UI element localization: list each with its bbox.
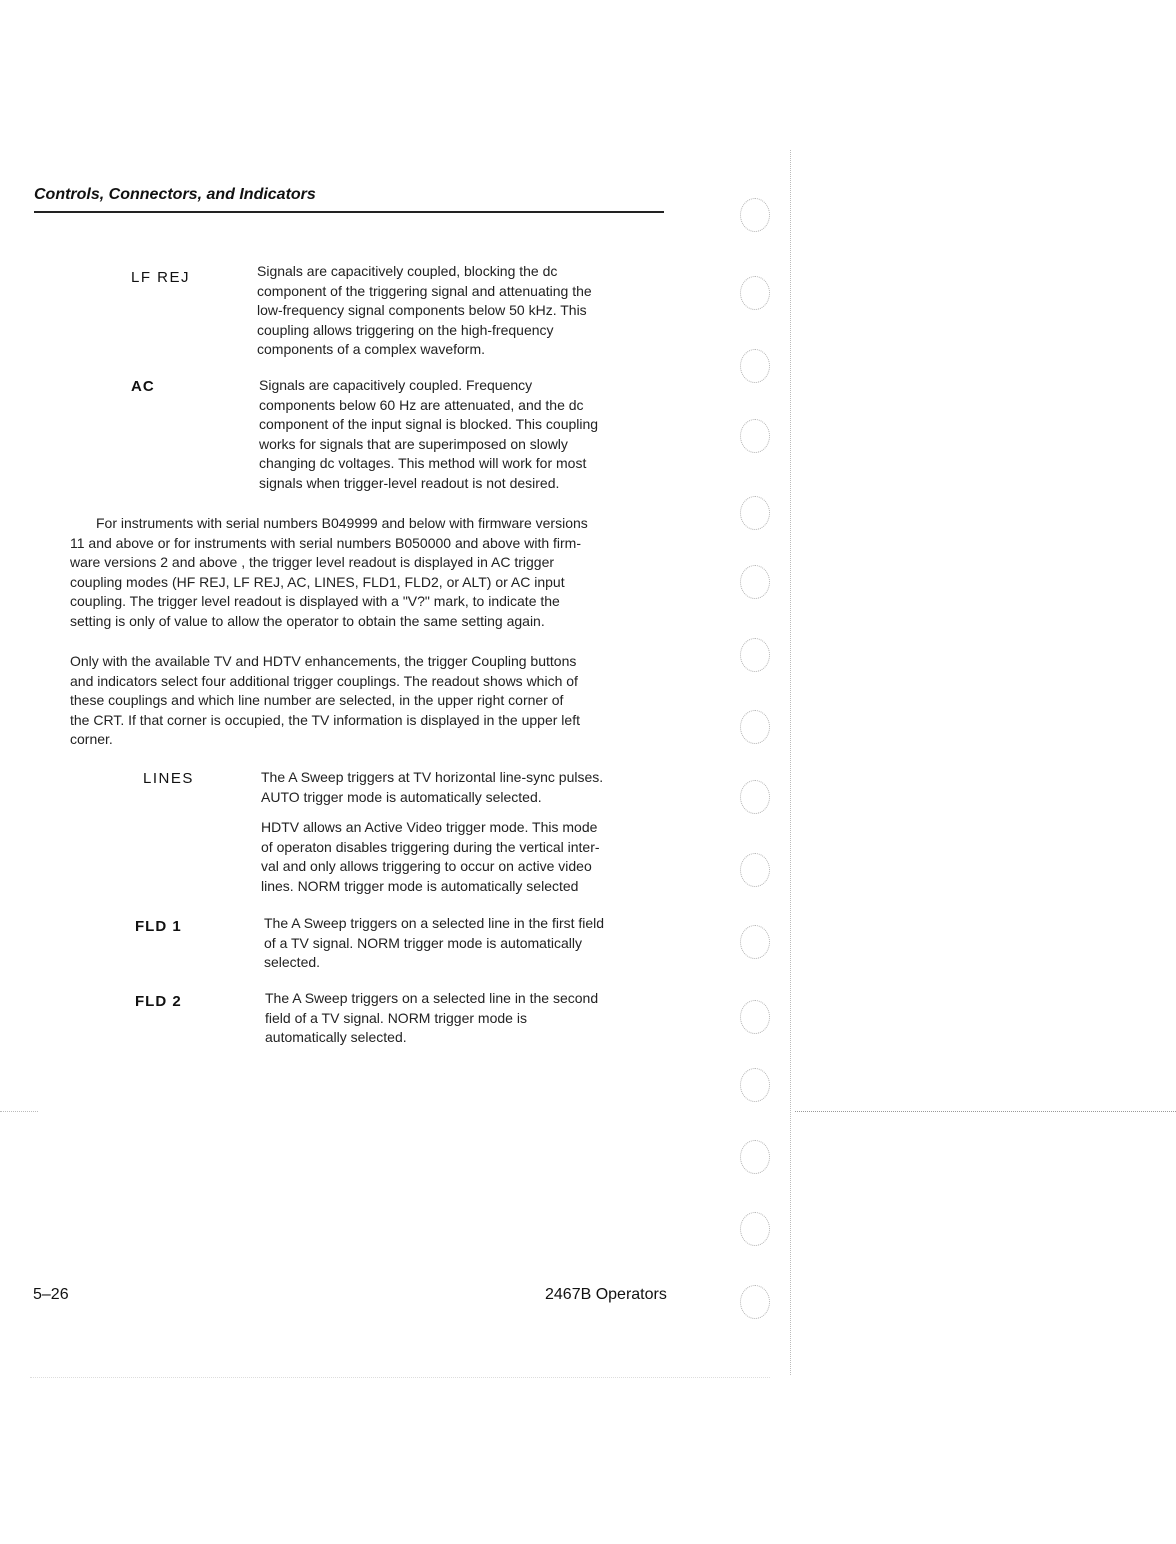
binder-hole bbox=[740, 925, 770, 959]
text-line: val and only allows triggering to occur on active video bbox=[261, 858, 592, 874]
binder-hole bbox=[740, 1068, 770, 1102]
binder-hole bbox=[740, 349, 770, 383]
scan-bottom-dots bbox=[30, 1377, 770, 1378]
binder-hole bbox=[740, 496, 770, 530]
text-line: The A Sweep triggers on a selected line in the second bbox=[265, 990, 599, 1006]
paragraph-tv-enhancements bbox=[70, 652, 660, 750]
text-line: 11 and above or for instruments with serial numbers B050000 and above with firm- bbox=[70, 534, 582, 551]
binder-hole bbox=[740, 276, 770, 310]
text-line: The A Sweep triggers at TV horizontal line-sync pulses. bbox=[261, 769, 604, 785]
text-line: changing dc voltages. This method will work for most bbox=[259, 455, 587, 471]
text-line: ware versions 2 and above , the trigger level readout is displayed in AC trigger bbox=[70, 554, 555, 571]
text-line: corner. bbox=[70, 731, 113, 748]
binder-hole bbox=[740, 1212, 770, 1246]
text-line: low-frequency signal components below 50 kHz. This bbox=[257, 302, 587, 318]
text-line: The A Sweep triggers on a selected line in the first field bbox=[264, 915, 605, 931]
text-line: Signals are capacitively coupled, blocking the dc bbox=[257, 263, 558, 279]
text-line: setting is only of value to allow the operator to obtain the same setting again. bbox=[70, 612, 545, 629]
text-line: coupling. The trigger level readout is displayed with a "V?" mark, to indicate the bbox=[70, 593, 560, 610]
term-fld2: FLD 2 bbox=[135, 993, 182, 1010]
text-line: signals when trigger-level readout is not desired. bbox=[259, 474, 560, 491]
text-line: component of the triggering signal and attenuating the bbox=[257, 282, 592, 299]
desc-fld1 bbox=[264, 914, 604, 973]
text-line: works for signals that are superimposed on slowly bbox=[259, 435, 568, 452]
text-line: components below 60 Hz are attenuated, and the dc bbox=[259, 396, 584, 413]
text-line: coupling modes (HF REJ, LF REJ, AC, LINES, FLD1, FLD2, or ALT) or AC input bbox=[70, 573, 565, 590]
term-lf-rej: LF REJ bbox=[131, 269, 191, 286]
page-number: 5–26 bbox=[33, 1286, 69, 1303]
text-line: selected. bbox=[264, 954, 321, 970]
binder-hole bbox=[740, 853, 770, 887]
scan-edge-line bbox=[795, 1111, 1176, 1112]
binder-hole bbox=[740, 1000, 770, 1034]
text-line: Signals are capacitively coupled. Frequency bbox=[259, 377, 533, 393]
text-line: of a TV signal. NORM trigger mode is automatically bbox=[264, 934, 582, 951]
binder-hole bbox=[740, 565, 770, 599]
desc-ac bbox=[259, 376, 598, 493]
text-line: HDTV allows an Active Video trigger mode. This mode bbox=[261, 819, 598, 835]
text-line: lines. NORM trigger mode is automatically selected bbox=[261, 877, 579, 894]
binder-hole bbox=[740, 710, 770, 744]
paragraph-firmware-note bbox=[70, 514, 660, 632]
text-line: AUTO trigger mode is automatically selected. bbox=[261, 788, 542, 805]
binder-margin-line bbox=[790, 150, 791, 1375]
text-line: these couplings and which line number are selected, in the upper right corner of bbox=[70, 692, 564, 709]
text-line: field of a TV signal. NORM trigger mode is bbox=[265, 1009, 527, 1026]
scan-edge-mark bbox=[0, 1111, 38, 1112]
text-line: component of the input signal is blocked. This coupling bbox=[259, 416, 599, 432]
text-line: automatically selected. bbox=[265, 1029, 407, 1045]
binder-hole bbox=[740, 1140, 770, 1174]
desc-lf-rej bbox=[257, 262, 592, 360]
manual-title: 2467B Operators bbox=[545, 1286, 667, 1303]
text-line: the CRT. If that corner is occupied, the TV information is displayed in the upper left bbox=[70, 711, 580, 728]
desc-lines-hdtv bbox=[261, 818, 600, 896]
term-lines: LINES bbox=[143, 770, 194, 787]
text-line: and indicators select four additional trigger couplings. The readout shows which of bbox=[70, 672, 578, 689]
binder-hole bbox=[740, 1285, 770, 1319]
desc-lines bbox=[261, 768, 603, 807]
text-line: components of a complex waveform. bbox=[257, 341, 485, 357]
page-header-title: Controls, Connectors, and Indicators bbox=[34, 186, 316, 203]
binder-hole bbox=[740, 780, 770, 814]
desc-fld2 bbox=[265, 989, 598, 1048]
header-rule bbox=[34, 211, 664, 213]
term-fld1: FLD 1 bbox=[135, 918, 182, 935]
binder-hole bbox=[740, 638, 770, 672]
text-line: coupling allows triggering on the high-frequency bbox=[257, 321, 554, 338]
text-line: For instruments with serial numbers B049999 and below with firmware versions bbox=[96, 515, 588, 531]
text-line: of operaton disables triggering during the vertical inter- bbox=[261, 838, 600, 855]
term-ac: AC bbox=[131, 378, 155, 395]
text-line: Only with the available TV and HDTV enhancements, the trigger Coupling buttons bbox=[70, 653, 577, 669]
binder-hole bbox=[740, 419, 770, 453]
binder-hole bbox=[740, 198, 770, 232]
